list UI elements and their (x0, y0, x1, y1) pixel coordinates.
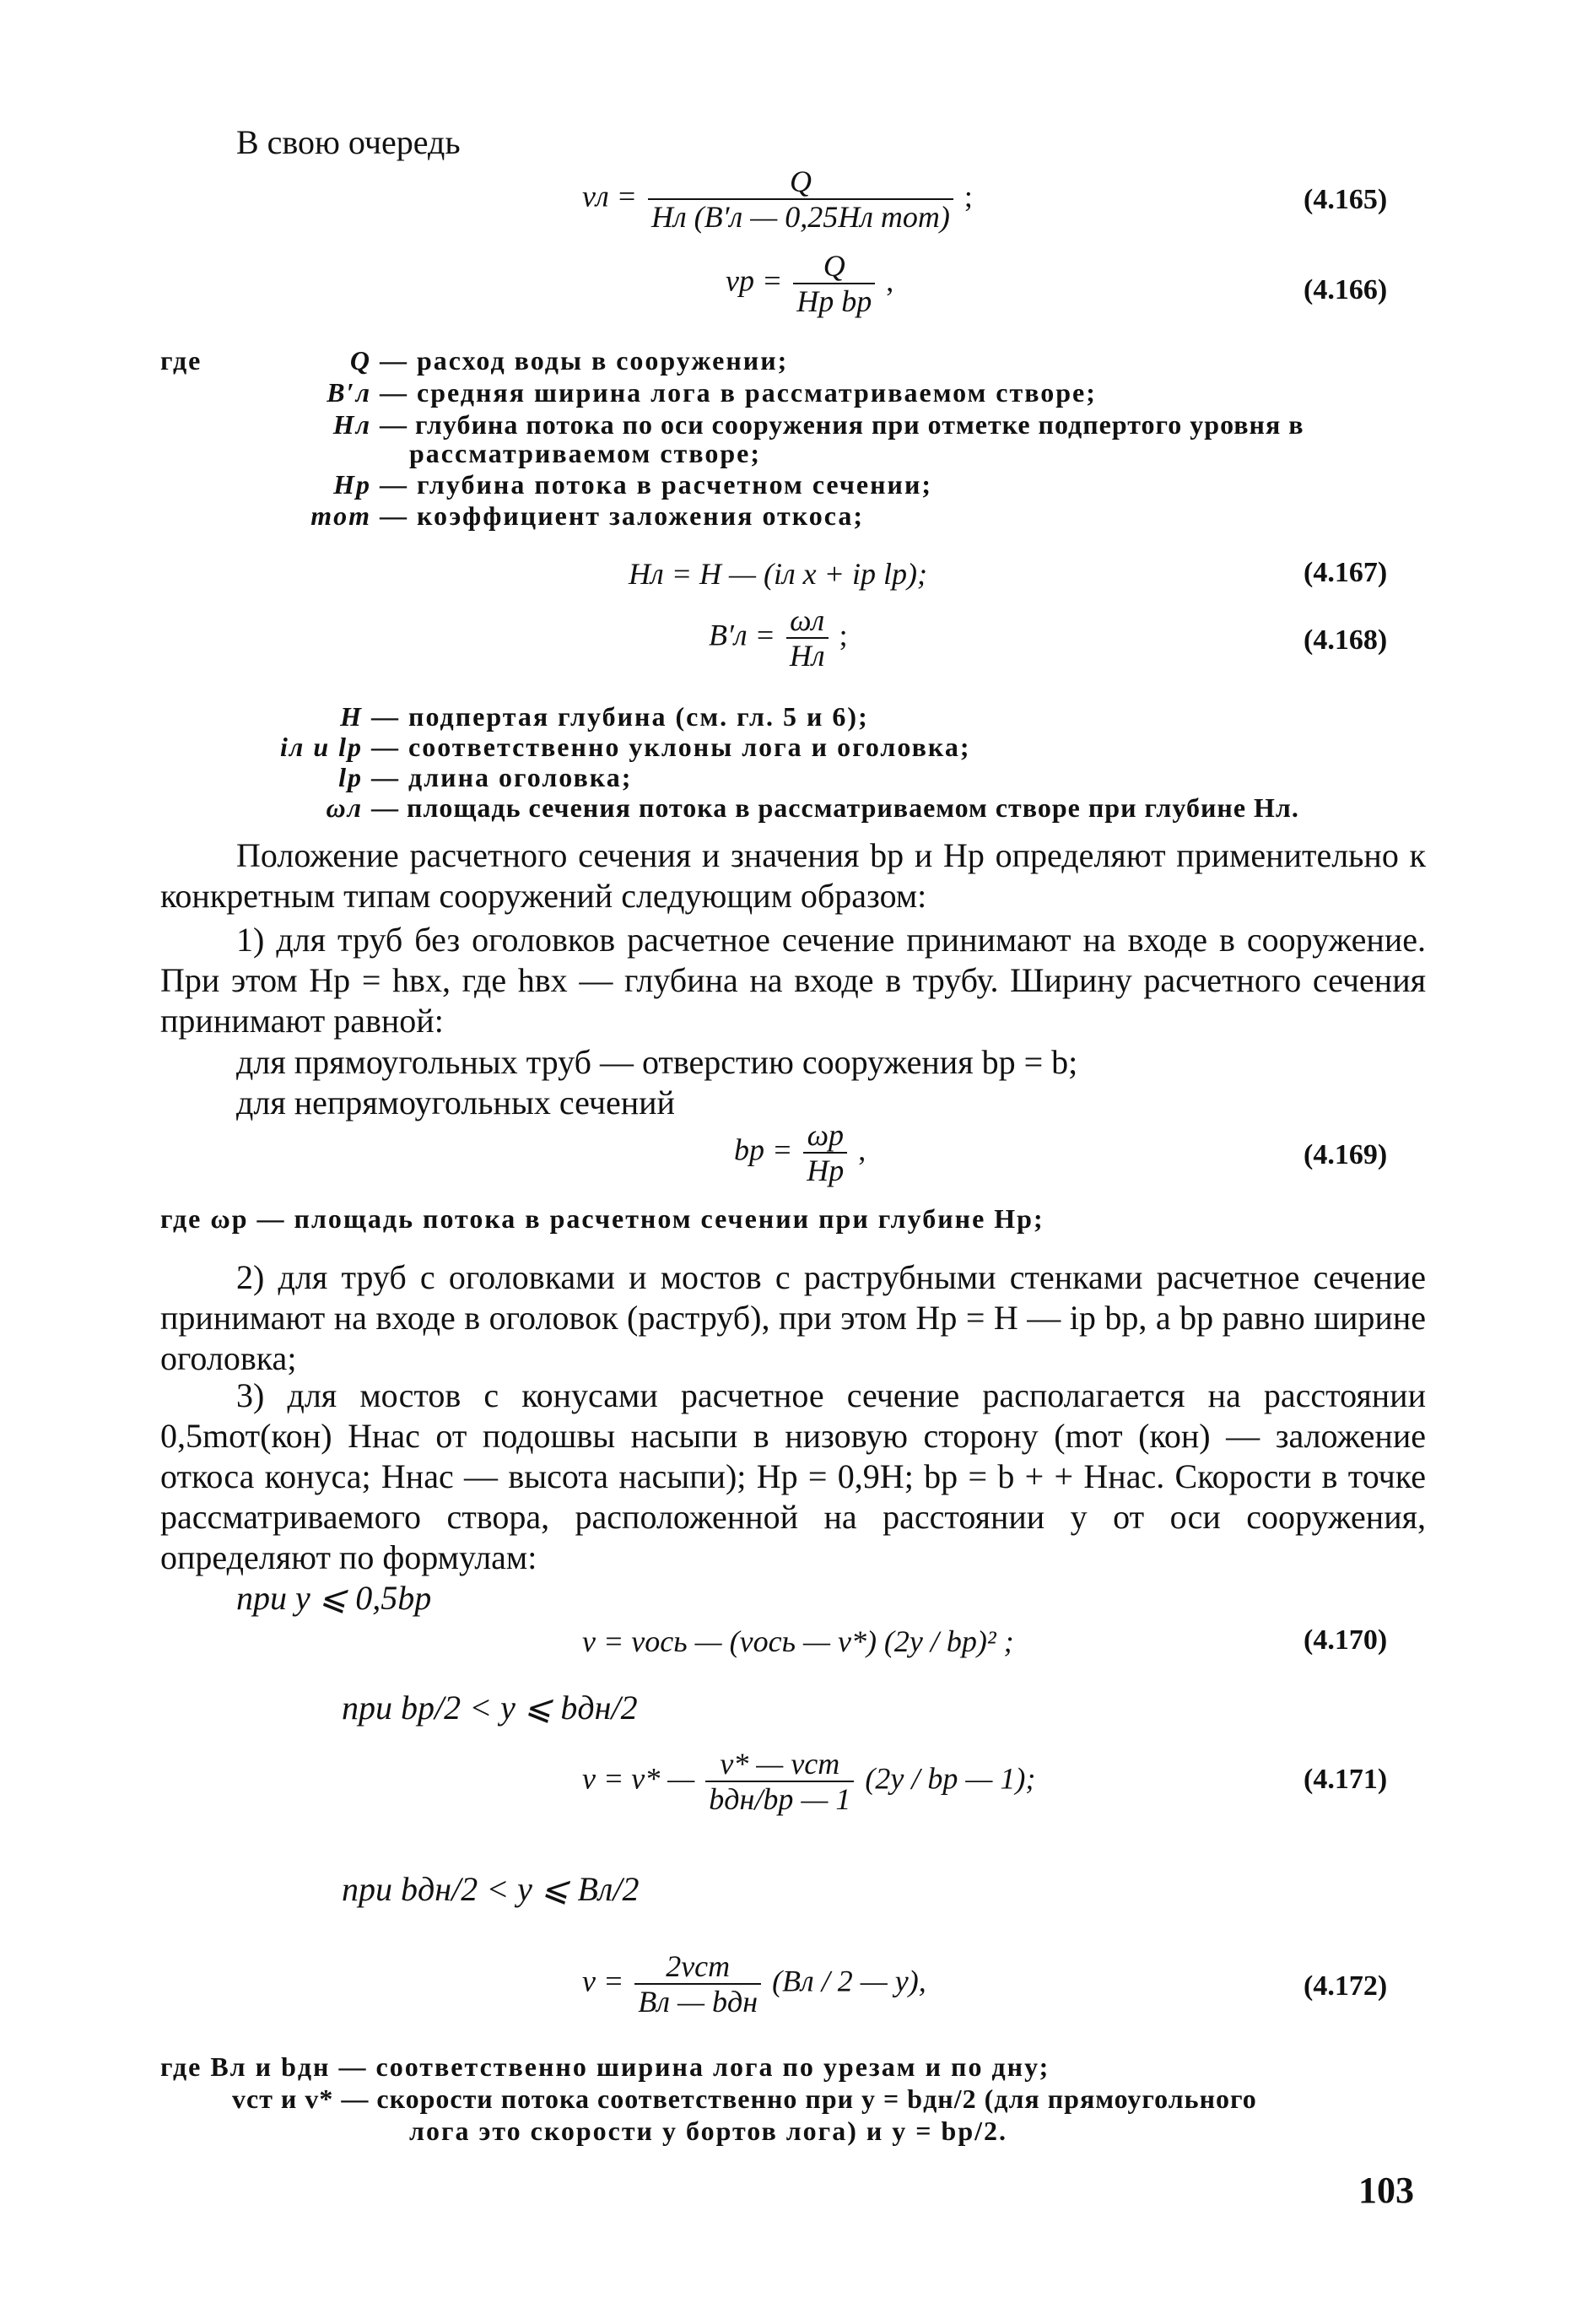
equation-4-172 (582, 1949, 926, 2019)
eq166-lhs: vр = (726, 263, 783, 298)
def2-text-3: — площадь сечения потока в рассматриваемом створе при глубине Hл. (371, 792, 1299, 823)
condition-2: при bр/2 < y ⩽ bдн/2 (342, 1689, 638, 1727)
equation-4-166 (726, 249, 893, 318)
final-def-0: где Bл и bдн — соответственно ширина лога по урезам и по дну; (160, 2051, 1050, 2082)
equation-4-169 (734, 1118, 866, 1187)
equation-4-168 (709, 603, 848, 673)
eq171-lhs: v = v* — (582, 1761, 695, 1796)
eq172-denominator: Bл — bдн (638, 1985, 758, 2019)
def1-sym-4: Hр (333, 469, 371, 500)
def2-sym-1: iл и lр (280, 732, 363, 762)
def1-sym-2: Hл (332, 409, 371, 440)
eq165-denominator: Hл (B′л — 0,25Hл mот) (650, 200, 950, 234)
equation-4-170: v = vось — (vось — v*) (2y / bр)² ; (582, 1624, 1014, 1658)
page-number: 103 (1358, 2170, 1414, 2211)
eq169-lhs: bр = (734, 1132, 793, 1167)
condition-3: при bдн/2 < y ⩽ Bл/2 (342, 1870, 640, 1908)
def2-text-1: — соответственно уклоны лога и оголовка; (371, 732, 971, 762)
def1-text-4: — глубина потока в расчетном сечении; (380, 469, 933, 500)
def2-sym-3: ωл (326, 792, 363, 823)
eq165-numerator: Q (648, 165, 953, 200)
eq166-denominator: Hр bр (796, 284, 872, 318)
paragraph-1: Положение расчетного сечения и значения bр и Hр определяют применительно к конкретным типам сооружений следующим образом: (160, 836, 1426, 915)
def2-text-2: — длина оголовка; (371, 762, 633, 792)
condition-1: при y ⩽ 0,5bр (236, 1579, 432, 1617)
def1-sym-0: Q (349, 345, 371, 376)
def1-text-5: — коэффициент заложения откоса; (380, 500, 865, 531)
paragraph-2: 1) для труб без оголовков расчетное сечение принимают на входе в сооружение. При этом Hр = hвх, где hвх — глубина на входе в трубу. Ширину расчетного сечения принимают равной: (160, 921, 1426, 1040)
eq169-denominator: Hр (807, 1154, 845, 1187)
eq171-tail: (2y / bр — 1); (865, 1761, 1036, 1796)
eq-number-4-165: (4.165) (1304, 184, 1388, 215)
def1-sym-1: B′л (327, 377, 371, 408)
eq165-lhs: vл = (582, 179, 637, 213)
eq165-tail: ; (964, 179, 973, 213)
def1-text-0: — расход воды в сооружении; (380, 345, 789, 376)
eq168-denominator: Hл (789, 639, 825, 673)
where-eq169: где ωр — площадь потока в расчетном сечении при глубине Hр; (160, 1203, 1045, 1234)
def1-text-2: — глубина потока по оси сооружения при отметке подпертого уровня в (380, 409, 1304, 440)
paragraph-4: 3) для мостов с конусами расчетное сечение располагается на расстоянии 0,5mот(кон) Hнас от подошвы насыпи в низовую сторону (mот (кон) — заложение откоса конуса; Hнас — высота насыпи); Hр = 0,9H; bр = b + + Hнас. Скорости в точке рассматриваемого створа, расположенной на расстоянии y от оси сооружения, определяют по формулам: (160, 1376, 1426, 1576)
eq-number-4-172: (4.172) (1304, 1970, 1388, 2002)
eq-number-4-168: (4.168) (1304, 624, 1388, 656)
eq166-numerator: Q (793, 249, 875, 284)
def1-sym-5: mот (310, 500, 371, 531)
def1-text-1: — средняя ширина лога в рассматриваемом створе; (380, 377, 1097, 408)
eq171-denominator: bдн/bр — 1 (709, 1782, 851, 1816)
eq168-lhs: B′л = (709, 618, 775, 652)
eq172-numerator: 2vст (634, 1949, 761, 1985)
def1-text-3: рассматриваемом створе; (409, 438, 761, 468)
where-label: где (160, 345, 202, 376)
def2-sym-0: H (340, 701, 363, 732)
eq-number-4-171: (4.171) (1304, 1764, 1388, 1795)
eq-number-4-167: (4.167) (1304, 557, 1388, 588)
paragraph-3: 2) для труб с оголовками и мостов с раструбными стенками расчетное сечение принимают на входе в оголовок (раструб), при этом Hр = H — iр bр, а bр равно ширине оголовка; (160, 1258, 1426, 1377)
line-rect-pipes: для прямоугольных труб — отверстию сооружения bр = b; (236, 1043, 1078, 1081)
def2-sym-2: lр (338, 762, 363, 792)
def2-text-0: — подпертая глубина (см. гл. 5 и 6); (371, 701, 869, 732)
eq-number-4-166: (4.166) (1304, 274, 1388, 305)
final-def-1: vст и v* — скорости потока соответственно при y = bдн/2 (для прямоугольного (232, 2083, 1257, 2114)
eq171-numerator: v* — vст (705, 1747, 854, 1782)
eq168-numerator: ωл (786, 603, 829, 639)
intro-text: В свою очередь (236, 123, 461, 161)
eq172-lhs: v = (582, 1964, 624, 1998)
eq-number-4-169: (4.169) (1304, 1139, 1388, 1170)
line-nonrect-sections: для непрямоугольных сечений (236, 1084, 675, 1121)
eq172-tail: (Bл / 2 — y), (772, 1964, 926, 1998)
eq168-tail: ; (839, 618, 848, 652)
equation-4-171 (582, 1747, 1035, 1816)
equation-4-165 (582, 165, 973, 234)
eq-number-4-170: (4.170) (1304, 1624, 1388, 1656)
eq169-tail: , (858, 1132, 866, 1167)
eq169-numerator: ωр (803, 1118, 847, 1154)
equation-4-167: Hл = H — (iл x + iр lр); (629, 557, 927, 591)
final-def-2: лога это скорости у бортов лога) и y = bр/2. (409, 2116, 1008, 2146)
eq166-tail: , (886, 263, 894, 298)
